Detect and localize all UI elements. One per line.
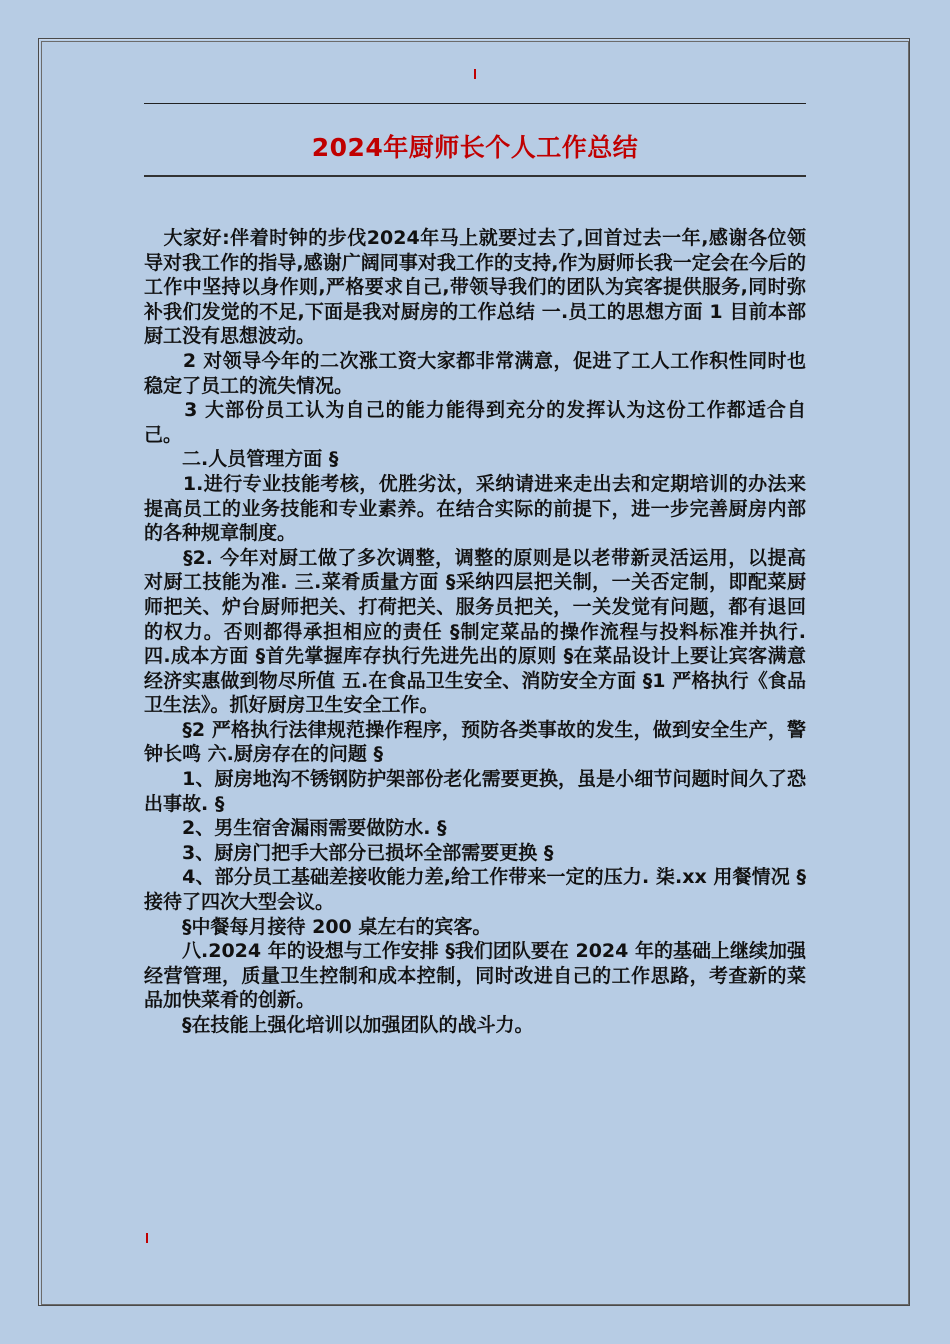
paragraph: 八.2024 年的设想与工作安排 §我们团队要在 2024 年的基础上继续加强经营管理，质量卫生控制和成本控制，同时改进自己的工作思路，考查新的菜品加快菜肴的创新。	[144, 940, 806, 1012]
title-rule	[144, 175, 806, 177]
paragraph: §在技能上强化培训以加强团队的战斗力。	[144, 1014, 534, 1036]
paragraph: 2 对领导今年的二次涨工资大家都非常满意，促进了工人工作积性同时也稳定了员工的流失情况。	[144, 349, 806, 397]
paragraph: 3、厨房门把手大部分已损坏全部需要更换 §	[144, 841, 554, 864]
document-body	[144, 226, 806, 1038]
paragraph: §2. 今年对厨工做了多次调整，调整的原则是以老带新灵活运用，以提高对厨工技能为准. 三.菜肴质量方面 §采纳四层把关制，一关否定制，即配菜厨师把关、炉台厨师把关、打荷把关、服务员把关，一关发觉有问题，都有退回的权力。否则都得承担相应的责任 §制定菜品的操作流程与投料标准并执行. 四.成本方面 §首先掌握库存执行先进先出的原则 §在菜品设计上要让宾客满意经济实惠做到物尽所值 五.在食品卫生安全、消防安全方面 §1 严格执行《食品卫生法》。抓好厨房卫生安全工作。	[144, 546, 806, 717]
paragraph: 1、厨房地沟不锈钢防护架部份老化需要更换，虽是小细节问题时间久了恐出事故. §	[144, 768, 806, 815]
paragraph: §中餐每月接待 200 桌左右的宾客。	[144, 915, 492, 938]
paragraph: 2、男生宿舍漏雨需要做防水. §	[144, 817, 447, 840]
paragraph: 3 大部份员工认为自己的能力能得到充分的发挥认为这份工作都适合自己。	[144, 399, 806, 446]
paragraph: 大家好:伴着时钟的步伐2024年马上就要过去了,回首过去一年,感谢各位领导对我工作的指导,感谢广阔同事对我工作的支持,作为厨师长我一定会在今后的工作中坚持以身作则,严格要求自己,带领导我们的团队为宾客提供服务,同时弥补我们发觉的不足,下面是我对厨房的工作总结 一.员工的思想方面 1 目前本部厨工没有思想波动。	[144, 227, 806, 348]
header-cursor-mark	[474, 69, 476, 79]
footer-cursor-mark	[146, 1233, 148, 1243]
header-rule	[144, 103, 806, 104]
paragraph: 二.人员管理方面 §	[144, 448, 339, 471]
paragraph: §2 严格执行法律规范操作程序，预防各类事故的发生，做到安全生产，警钟长鸣 六.厨房存在的问题 §	[144, 718, 806, 766]
paragraph: 1.进行专业技能考核，优胜劣汰，采纳请进来走出去和定期培训的办法来提高员工的业务技能和专业素养。在结合实际的前提下，进一步完善厨房内部的各种规章制度。	[144, 472, 806, 545]
document-title: 2024年厨师长个人工作总结	[311, 133, 639, 162]
paragraph: 4、部分员工基础差接收能力差,给工作带来一定的压力. 柒.xx 用餐情况 §接待了四次大型会议。	[144, 866, 806, 914]
